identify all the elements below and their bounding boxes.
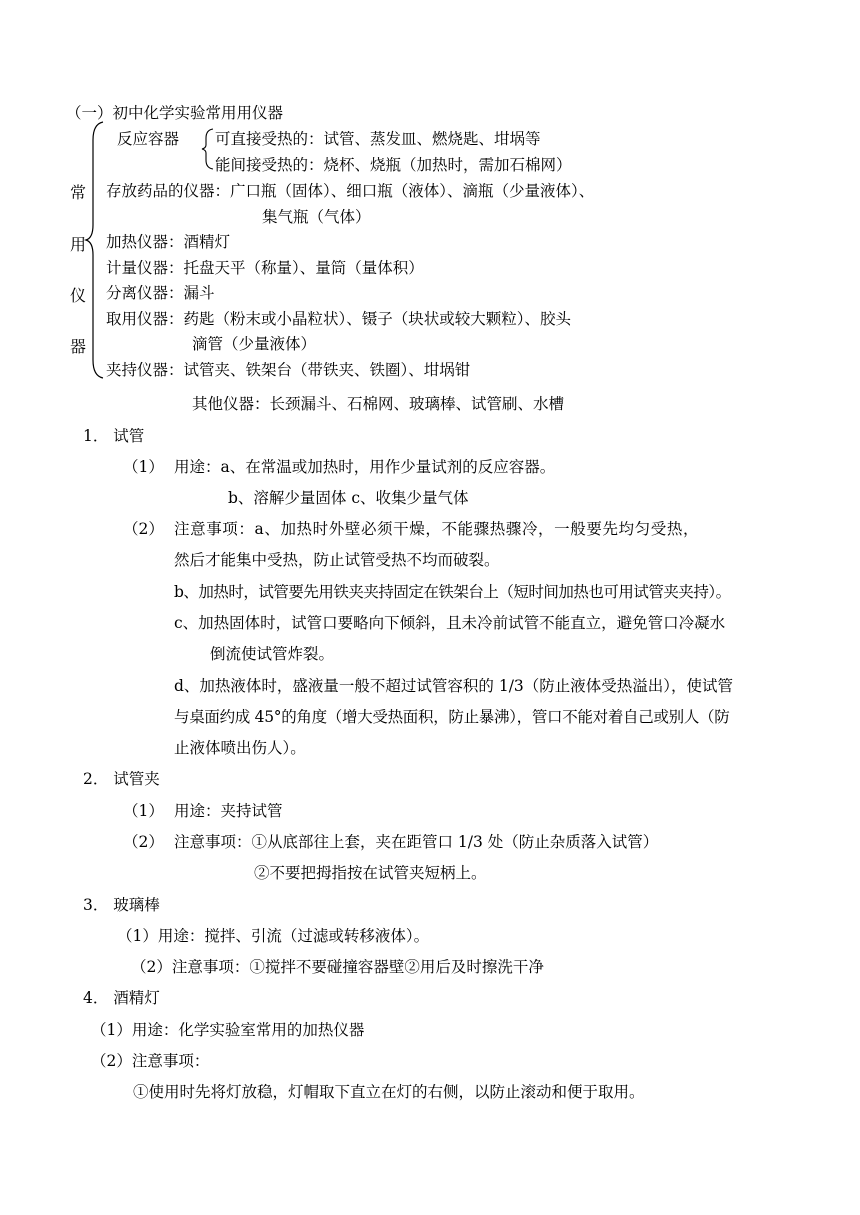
storage-line-1: 存放药品的仪器：广口瓶（固体）、细口瓶（液体）、滴瓶（少量液体）、 xyxy=(106,182,595,200)
s4-note: （2）注意事项： xyxy=(91,1052,210,1070)
side-char-3: 仪 xyxy=(70,286,87,305)
section-4-heading: 4． 酒精灯 xyxy=(83,989,160,1007)
s1-note-d-line-1: d、加热液体时，盛液量一般不超过试管容积的 1/3（防止液体受热溢出），使试管 xyxy=(174,677,734,695)
s1-use-line-1: 用途：a、在常温或加热时，用作少量试剂的反应容器。 xyxy=(174,458,556,476)
storage-line-2: 集气瓶（气体） xyxy=(262,208,371,226)
taking-line-2: 滴管（少量液体） xyxy=(192,335,317,353)
others-line: 其他仪器：长颈漏斗、石棉网、玻璃棒、试管刷、水槽 xyxy=(192,395,565,413)
reaction-brace xyxy=(202,129,213,169)
side-char-2: 用 xyxy=(70,235,87,254)
s2-use-number: （1） xyxy=(123,802,164,820)
taking-line-1: 取用仪器：药匙（粉末或小晶粒状）、镊子（块状或较大颗粒）、胶头 xyxy=(106,310,572,328)
main-brace xyxy=(86,122,103,378)
section-3-heading: 3． 玻璃棒 xyxy=(83,896,160,914)
measuring-line: 计量仪器：托盘天平（称量）、量筒（量体积） xyxy=(106,259,424,277)
s4-use: （1）用途：化学实验室常用的加热仪器 xyxy=(91,1021,365,1039)
s1-use-line-2: b、溶解少量固体 c、收集少量气体 xyxy=(228,489,469,507)
side-char-4: 器 xyxy=(70,337,87,356)
s2-use: 用途：夹持试管 xyxy=(174,802,283,820)
s1-note-number: （2） xyxy=(123,520,164,538)
s1-use-number: （1） xyxy=(123,458,164,476)
grouping-braces xyxy=(0,0,860,420)
s2-note-number: （2） xyxy=(123,833,164,851)
s1-note-a-line-1: 注意事项：a、加热时外壁必须干燥，不能骤热骤冷，一般要先均匀受热， xyxy=(174,520,700,538)
reaction-label: 反应容器 xyxy=(117,130,180,148)
page-title: （一）初中化学实验常用用仪器 xyxy=(66,104,284,122)
reaction-direct: 可直接受热的：试管、蒸发皿、燃烧匙、坩埚等 xyxy=(215,130,541,148)
s1-note-d-line-3: 止液体喷出伤人）。 xyxy=(174,739,306,757)
heating-line: 加热仪器：酒精灯 xyxy=(106,233,231,251)
s1-note-a-line-2: 然后才能集中受热，防止试管受热不均而破裂。 xyxy=(174,551,500,569)
s4-note-line-1: ①使用时先将灯放稳，灯帽取下直立在灯的右侧，以防止滚动和便于取用。 xyxy=(133,1083,645,1101)
s3-use: （1）用途：搅拌、引流（过滤或转移液体）。 xyxy=(117,927,430,945)
s1-note-d-line-2: 与桌面约成 45°的角度（增大受热面积，防止暴沸），管口不能对着自己或别人（防 xyxy=(174,708,730,726)
s2-note-line-1: 注意事项：①从底部往上套，夹在距管口 1/3 处（防止杂质落入试管） xyxy=(174,833,659,851)
separation-line: 分离仪器：漏斗 xyxy=(106,284,215,302)
s1-note-b: b、加热时，试管要先用铁夹夹持固定在铁架台上（短时间加热也可用试管夹夹持）。 xyxy=(174,583,731,601)
s2-note-line-2: ②不要把拇指按在试管夹短柄上。 xyxy=(254,864,487,882)
side-char-1: 常 xyxy=(70,183,87,202)
section-1-heading: 1． 试管 xyxy=(83,427,145,445)
s3-note: （2）注意事项：①搅拌不要碰撞容器壁②用后及时擦洗干净 xyxy=(131,958,544,976)
section-2-heading: 2． 试管夹 xyxy=(83,770,160,788)
s1-note-c-line-1: c、加热固体时，试管口要略向下倾斜，且未冷前试管不能直立，避免管口冷凝水 xyxy=(174,614,726,632)
holding-line: 夹持仪器：试管夹、铁架台（带铁夹、铁圈）、坩埚钳 xyxy=(106,361,471,379)
reaction-indirect: 能间接受热的：烧杯、烧瓶（加热时，需加石棉网） xyxy=(215,156,572,174)
s1-note-c-line-2: 倒流使试管炸裂。 xyxy=(210,645,335,663)
